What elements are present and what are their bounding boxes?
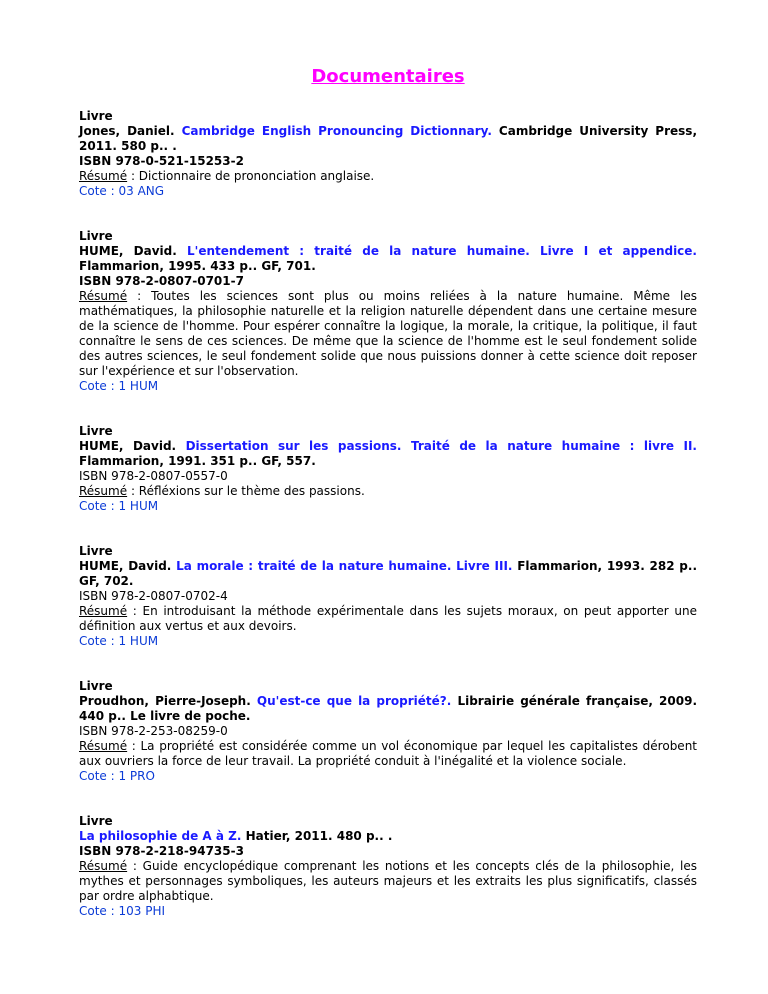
book-entry bbox=[79, 229, 697, 394]
entry-title[interactable]: La philosophie de A à Z. bbox=[79, 829, 242, 843]
entry-type: Livre bbox=[79, 109, 113, 123]
entry-publisher: Flammarion, 1991. 351 p.. GF, 557. bbox=[79, 454, 316, 468]
entry-resume: Résumé : Réfléxions sur le thème des passions. bbox=[79, 484, 365, 498]
cote-value: 1 PRO bbox=[118, 769, 155, 783]
entry-author: HUME, David. bbox=[79, 559, 172, 573]
entry-title[interactable]: La morale : traité de la nature humaine. Livre III. bbox=[176, 559, 513, 573]
cote-value: 103 PHI bbox=[118, 904, 166, 918]
entry-isbn: ISBN 978-2-0807-0702-4 bbox=[79, 589, 228, 603]
entry-cote: Cote : 03 ANG bbox=[79, 184, 165, 198]
cote-label: Cote bbox=[79, 184, 107, 198]
entry-cote: Cote : 1 HUM bbox=[79, 634, 159, 648]
entry-publisher: Librairie générale française, 2009. 440 p.. Le livre de poche. bbox=[79, 694, 698, 723]
resume-label: Résumé bbox=[79, 859, 128, 873]
resume-text: La propriété est considérée comme un vol économique par lequel les capitalistes dérobent aux ouvriers la force de leur travail. La propriété conduit à l'inégalité et la violence sociale. bbox=[79, 739, 698, 768]
entry-title[interactable]: Cambridge English Pronouncing Dictionnary. bbox=[181, 124, 492, 138]
resume-label: Résumé bbox=[79, 169, 128, 183]
document-page bbox=[79, 0, 697, 919]
cote-value: 1 HUM bbox=[118, 379, 159, 393]
entry-isbn: ISBN 978-0-521-15253-2 bbox=[79, 154, 244, 168]
entry-author: Jones, Daniel. bbox=[79, 124, 175, 138]
cote-label: Cote bbox=[79, 379, 107, 393]
resume-text: Guide encyclopédique comprenant les notions et les concepts clés de la philosophie, les mythes et personnages symboliques, les auteurs majeurs et les extraits les plus significatifs, classés par ordre alphabtique. bbox=[79, 859, 697, 903]
entry-type: Livre bbox=[79, 229, 113, 243]
page-title: Documentaires bbox=[311, 66, 465, 87]
entry-title[interactable]: Dissertation sur les passions. Traité de la nature humaine : livre II. bbox=[185, 439, 697, 453]
resume-text: En introduisant la méthode expérimentale dans les sujets moraux, on peut apporter une définition aux vertus et aux devoirs. bbox=[79, 604, 697, 633]
cote-label: Cote bbox=[79, 769, 107, 783]
entry-title[interactable]: Qu'est-ce que la propriété?. bbox=[256, 694, 452, 708]
entry-resume: Résumé : La propriété est considérée comme un vol économique par lequel les capitalistes dérobent aux ouvriers la force de leur travail. La propriété conduit à l'inégalité et la violence sociale. bbox=[79, 739, 698, 768]
entry-type: Livre bbox=[79, 424, 113, 438]
entry-resume: Résumé : Dictionnaire de prononciation anglaise. bbox=[79, 169, 375, 183]
entry-author: HUME, David. bbox=[79, 439, 177, 453]
resume-text: Dictionnaire de prononciation anglaise. bbox=[138, 169, 375, 183]
resume-text: Réfléxions sur le thème des passions. bbox=[138, 484, 365, 498]
book-entry bbox=[79, 109, 697, 199]
entry-cote: Cote : 1 HUM bbox=[79, 379, 159, 393]
entry-isbn: ISBN 978-2-253-08259-0 bbox=[79, 724, 228, 738]
entry-cote: Cote : 1 PRO bbox=[79, 769, 155, 783]
entry-publisher: Flammarion, 1993. 282 p.. GF, 702. bbox=[79, 559, 697, 588]
cote-value: 1 HUM bbox=[118, 499, 159, 513]
book-entry bbox=[79, 544, 697, 649]
entry-isbn: ISBN 978-2-218-94735-3 bbox=[79, 844, 244, 858]
entry-citation bbox=[79, 244, 697, 274]
resume-label: Résumé bbox=[79, 739, 128, 753]
entry-publisher: Cambridge University Press, 2011. 580 p.. . bbox=[79, 124, 697, 153]
entry-author: Proudhon, Pierre-Joseph. bbox=[79, 694, 251, 708]
cote-label: Cote bbox=[79, 634, 107, 648]
cote-value: 03 ANG bbox=[118, 184, 165, 198]
entry-title[interactable]: L'entendement : traité de la nature humaine. Livre I et appendice. bbox=[187, 244, 697, 258]
book-entry bbox=[79, 814, 697, 919]
entry-cote: Cote : 1 HUM bbox=[79, 499, 159, 513]
cote-value: 1 HUM bbox=[118, 634, 159, 648]
entry-resume: Résumé : Toutes les sciences sont plus ou moins reliées à la nature humaine. Même les mathématiques, la philosophie naturelle et la religion naturelle dépendent dans une certaine mesure de la science de l'homme. Pour espérer connaître la logique, la morale, la critique, la politique, il faut connaître le sens de ces sciences. De même que la science de l'homme est le seul fondement solide des autres sciences, le seul fondement solide que nous puissions donner à cette science doit reposer sur l'expérience et sur l'observation. bbox=[79, 289, 697, 378]
entry-type: Livre bbox=[79, 814, 113, 828]
entry-citation bbox=[79, 829, 697, 844]
resume-text: Toutes les sciences sont plus ou moins reliées à la nature humaine. Même les mathématiques, la philosophie naturelle et la religion naturelle dépendent dans une certaine mesure de la science de l'homme. Pour espérer connaître la logique, la morale, la critique, la politique, il faut connaître le sens de ces sciences. De même que la science de l'homme est le seul fondement solide des autres sciences, le seul fondement solide que nous puissions donner à cette science doit reposer sur l'expérience et sur l'observation. bbox=[79, 289, 697, 378]
entry-citation bbox=[79, 559, 697, 589]
entry-isbn: ISBN 978-2-0807-0557-0 bbox=[79, 469, 228, 483]
resume-label: Résumé bbox=[79, 484, 128, 498]
cote-label: Cote bbox=[79, 904, 107, 918]
resume-label: Résumé bbox=[79, 604, 128, 618]
entry-author: HUME, David. bbox=[79, 244, 177, 258]
entry-isbn: ISBN 978-2-0807-0701-7 bbox=[79, 274, 244, 288]
entry-cote: Cote : 103 PHI bbox=[79, 904, 166, 918]
entry-type: Livre bbox=[79, 544, 113, 558]
entry-citation bbox=[79, 439, 697, 469]
entry-citation bbox=[79, 124, 697, 154]
entry-publisher: Hatier, 2011. 480 p.. . bbox=[245, 829, 393, 843]
entry-citation bbox=[79, 694, 697, 724]
entry-resume: Résumé : Guide encyclopédique comprenant les notions et les concepts clés de la philosophie, les mythes et personnages symboliques, les auteurs majeurs et les extraits les plus significatifs, classés par ordre alphabtique. bbox=[79, 859, 697, 903]
entry-resume: Résumé : En introduisant la méthode expérimentale dans les sujets moraux, on peut apporter une définition aux vertus et aux devoirs. bbox=[79, 604, 697, 633]
resume-label: Résumé bbox=[79, 289, 128, 303]
cote-label: Cote bbox=[79, 499, 107, 513]
book-entry bbox=[79, 679, 697, 784]
entry-publisher: Flammarion, 1995. 433 p.. GF, 701. bbox=[79, 259, 316, 273]
book-entry bbox=[79, 424, 697, 514]
entry-type: Livre bbox=[79, 679, 113, 693]
